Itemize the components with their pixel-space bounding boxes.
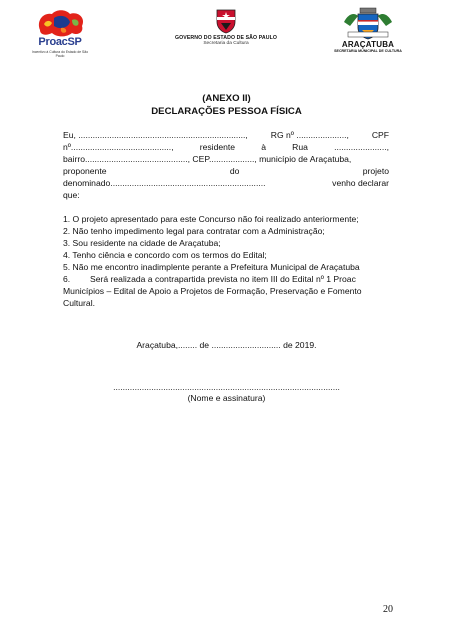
proacsp-splash-icon — [34, 8, 86, 38]
proacsp-tagline: Incentivo à Cultura do Estado de São Paulo — [31, 50, 89, 58]
government-title: GOVERNO DO ESTADO DE SÃO PAULO — [175, 35, 277, 41]
intro-line-3: bairro..........................................., CEP..................., município de Araçatuba, — [63, 154, 352, 164]
date-line: Araçatuba,........ de ............................. de 2019. — [136, 340, 317, 350]
proacsp-logo — [30, 8, 90, 60]
city-name: ARAÇATUBA — [341, 40, 395, 49]
government-secretariat: Secretaria da Cultura — [203, 41, 249, 46]
declarations-list — [63, 213, 393, 309]
intro-line-6: que: — [63, 190, 80, 200]
intro-line-4: proponente do projeto — [63, 166, 389, 176]
aracatuba-logo — [330, 6, 406, 62]
state-crest-icon — [214, 8, 238, 34]
signature-line: ............................................................................................... — [113, 382, 340, 392]
list-item: 2. Não tenho impedimento legal para contratar com a Administração; — [63, 226, 325, 236]
item-number: 6. — [63, 274, 71, 284]
list-item: 1. O projeto apresentado para este Concurso não foi realizado anteriormente; — [63, 214, 359, 224]
city-crest-icon — [340, 6, 396, 40]
item-text: Será realizada a contrapartida prevista no item III do Edital nº 1 Proac — [90, 274, 356, 284]
list-item: 5. Não me encontro inadimplente perante a Prefeitura Municipal de Araçatuba — [63, 262, 360, 272]
annex-label: (ANEXO II) — [202, 93, 251, 104]
signature-label: (Nome e assinatura) — [187, 393, 266, 403]
list-item: 3. Sou residente na cidade de Araçatuba; — [63, 238, 221, 248]
list-item-continuation: Municípios – Edital de Apoio a Projetos de Formação, Preservação e Fomento — [63, 286, 362, 296]
city-secretariat: SECRETARIA MUNICIPAL DE CULTURA — [334, 49, 402, 53]
document-title: DECLARAÇÕES PESSOA FÍSICA — [151, 106, 302, 117]
list-item-continuation: Cultural. — [63, 298, 95, 308]
proacsp-name: ProacSP — [38, 36, 82, 48]
page-number: 20 — [383, 604, 393, 615]
government-logo — [165, 8, 287, 54]
intro-line-2: nº.........................................., residente à Rua ......................, — [63, 142, 389, 152]
list-item — [63, 273, 393, 285]
intro-line-5: denominado................................................................. venho declarar — [63, 178, 389, 188]
list-item: 4. Tenho ciência e concordo com os termos do Edital; — [63, 250, 267, 260]
intro-line-1: Eu, ......................................................................, RG nº ....................., CPF — [63, 130, 389, 140]
